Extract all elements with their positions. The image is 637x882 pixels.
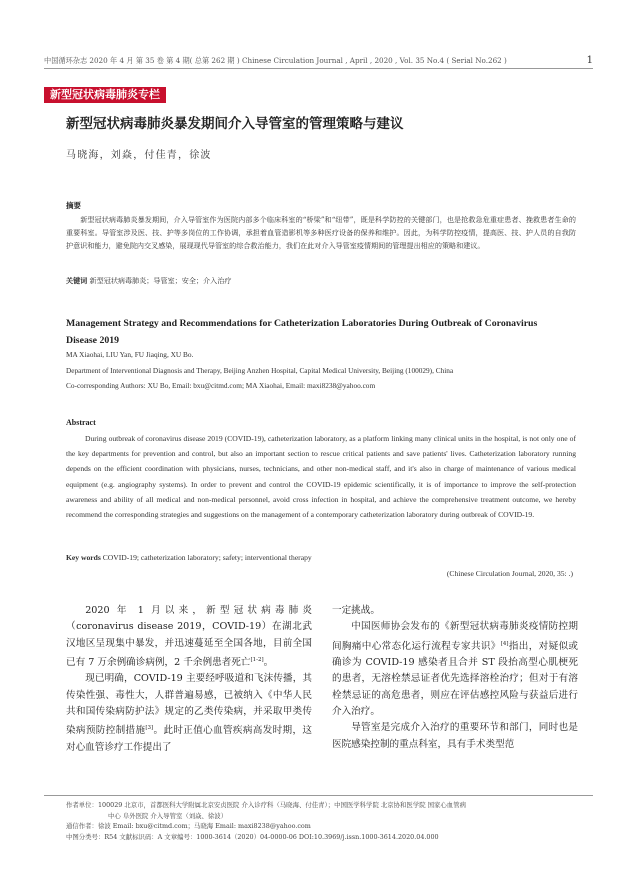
running-head: 中国循环杂志 2020 年 4 月 第 35 卷 第 4 期( 总第 262 期 ) Chinese Circulation Journal , April , 2020 , Vol. 35 No.4 ( Serial No.262 ): [44, 56, 507, 65]
author-affiliation-line: 作者单位：100029 北京市，首都医科大学附属北京安贞医院 介入诊疗科（马晓海、付佳青）；中国医学科学院 北京协和医学院 国家心血管病: [66, 801, 466, 809]
body-text: 。: [263, 657, 274, 669]
body-text: 。此时正值心血管疾病高发时期，这对心血管诊疗工作提出了: [66, 725, 312, 753]
article-title-en: Management Strategy and Recommendations for Catheterization Laboratories During Outbreak of Coronavirus Disease 2019: [66, 318, 538, 346]
keywords-cn: [66, 276, 231, 286]
abstract-body-en: During outbreak of coronavirus disease 2019 (COVID-19), catheterization laboratory, as a platform linking many clinical units in the hospital, is not only one of the key departments for prevention and control, but also an important section to rescue critical patients and save patients' lives. Catheterization laboratory running depends on the efficient coordination with physicians, nurses, technicians, and other non-medical staff, and it's also in charge of maintenance of various medical equipment (e.g. angiography systems). In order to prevent and control the COVID-19 epidemic scientifically, it is of importance to improve the self-protection awareness and ability of all medical and non-medical personnel, avoid cross infection in hospital, and achieve the comprehensive treatment outcome, we hereby recommend the corresponding strategies and suggestions on the management of a contemporary catheterization laboratory during outbreak of COVID-19.: [66, 434, 576, 520]
keywords-en: [66, 553, 312, 562]
body-text: 中国医师协会发布的《新型冠状病毒肺炎疫情防控期间胸痛中心常态化运行流程专家共识》: [332, 621, 578, 652]
abstract-body-cn: 新型冠状病毒肺炎暴发期间，介入导管室作为医院内部多个临床科室的“桥梁”和“纽带”，既是科学防控的关键部门，也是抢救急危重症患者、挽救患者生命的重要科室。导管室涉及医、技、护等多岗位的工作协调，承担着血管造影机等多种医疗设备的保养和维护。因此，为科学防控疫情，提高医、技、护人员的自我防护意识和能力，避免院内交叉感染，展现现代导管室的综合救治能力，我们在此对介入导管室疫情期间的管理提出相应的策略和建议。: [66, 215, 576, 251]
keywords-text-cn: 新型冠状病毒肺炎；导管室；安全；介入治疗: [89, 276, 232, 285]
body-text: 现已明确，COVID-19 主要经呼吸道和飞沫传播，其传染性强、毒性大，人群普遍易感，已被纳入《中华人民共和国传染病防护法》规定的乙类传染病，并采取甲类传染病预防控制措施: [66, 673, 312, 737]
footnote-block: [66, 800, 586, 842]
body-paragraph: [332, 619, 578, 720]
authors-cn: 马晓海，刘焱，付佳青，徐波: [66, 150, 212, 161]
abstract-heading-en: Abstract: [66, 418, 96, 427]
body-paragraph: [66, 603, 312, 671]
citation: (Chinese Circulation Journal, 2020, 35: .): [446, 569, 573, 578]
body-paragraph: [66, 671, 312, 756]
body-paragraph: 一定挑战。: [332, 605, 380, 616]
reference-mark: [1-2]: [250, 656, 264, 663]
body-column-left: [66, 603, 312, 783]
keywords-text-en: COVID-19; catheterization laboratory; safety; interventional therapy: [102, 553, 312, 562]
affiliation-en: Department of Interventional Diagnosis and Therapy, Beijing Anzhen Hospital, Capital Medical University, Beijing (100029), China: [66, 366, 454, 375]
header-divider: [44, 68, 593, 69]
authors-en: MA Xiaohai, LIU Yan, FU Jiaqing, XU Bo.: [66, 350, 194, 359]
keywords-label-en: Key words: [66, 553, 101, 562]
abstract-heading-cn: 摘要: [66, 201, 81, 210]
page-number: 1: [586, 55, 593, 66]
body-text: 2020 年 1 月以来，新型冠状病毒肺炎（coronavirus disease 2019，COVID-19）在湖北武汉地区呈现集中暴发，并迅速蔓延至全国各地，目前全国已有 7 万余例确诊病例，2 千余例患者死亡: [66, 605, 312, 669]
body-text: 指出，对疑似或确诊为 COVID-19 感染者且合并 ST 段抬高型心肌梗死的患者，无溶栓禁忌证者优先选择溶栓治疗；但对于有溶栓禁忌证的高危患者，则应在评估感控风险与获益后进行介入治疗。: [332, 640, 578, 717]
classification-line: 中图分类号：R54 文献标识码：A 文章编号：1000-3614（2020）04-0000-06 DOI:10.3969/j.issn.1000-3614.2020.04.000: [66, 832, 439, 841]
footer-divider: [44, 795, 593, 796]
keywords-label-cn: 关键词: [66, 276, 88, 285]
section-tag: 新型冠状病毒肺炎专栏: [44, 87, 166, 103]
article-title-cn: 新型冠状病毒肺炎暴发期间介入导管室的管理策略与建议: [66, 116, 404, 132]
correspondence-line: 通信作者：徐波 Email: bxu@citmd.com；马晓海 Email: maxi8238@yahoo.com: [66, 822, 311, 830]
corresponding-authors-en: Co-corresponding Authors: XU Bo, Email: bxu@citmd.com; MA Xiaohai, Email: maxi8238@yahoo.com: [66, 381, 376, 390]
author-affiliation-line: 中心 阜外医院 介入导管室（刘焱、徐波）: [108, 811, 228, 820]
body-paragraph: 导管室是完成介入治疗的重要环节和部门，同时也是医院感染控制的重点科室，具有手术类型范: [332, 722, 578, 750]
body-column-right: [332, 603, 578, 783]
reference-mark: [3]: [145, 725, 154, 732]
reference-mark: [4]: [500, 640, 509, 647]
